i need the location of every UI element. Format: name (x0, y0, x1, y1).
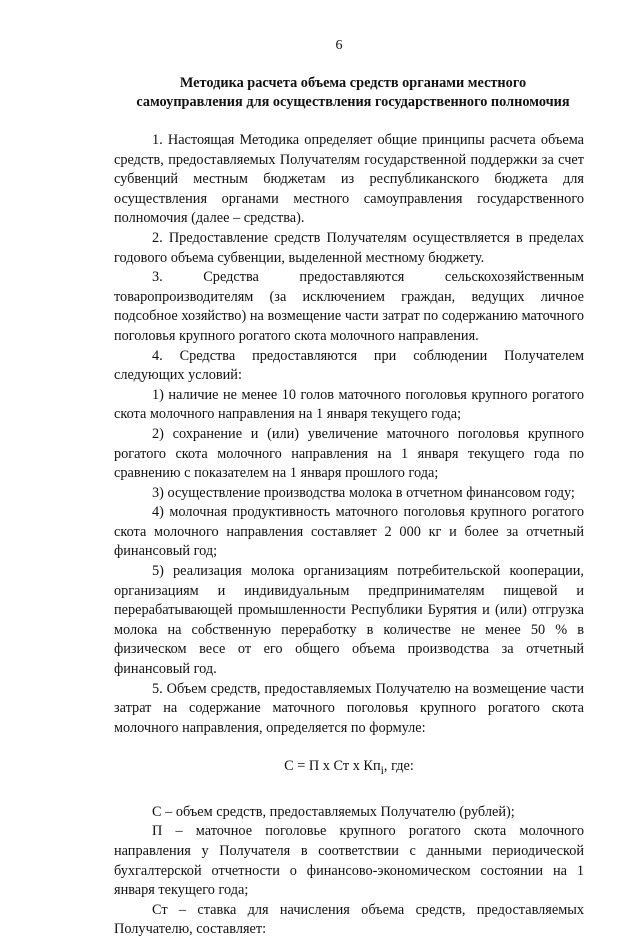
condition-3: 3) осуществление производства молока в отчетном финансовом году; (152, 484, 575, 501)
formula-subscript: i (380, 763, 384, 778)
paragraph-3: 3. Средства предоставляются сельскохозяйственным товаропроизводителям (за исключением граждан, ведущих личное подсобное хозяйство) на возмещение части затрат по содержанию маточного поголовья крупного рогатого скота молочного направления. (114, 269, 584, 344)
condition-2: 2) сохранение и (или) увеличение маточного поголовья крупного рогатого скота молочного направления на 1 января текущего года по сравнению с показателем на 1 января прошлого года; (114, 425, 584, 482)
condition-5: 5) реализация молока организациям потребительской кооперации, организациям и индивидуальным предпринимателям пищевой и перерабатывающей промышленности Республики Бурятия и (или) отгрузка молока на собственную переработку в количестве не менее 50 % в физическом весе от его общего объема производства за отчетный финансовый год. (114, 563, 584, 678)
formula-main: С = П х Ст х Кп (284, 758, 381, 775)
condition-4: 4) молочная продуктивность маточного поголовья крупного рогатого скота молочного направления составляет 2 000 кг и более за отчетный финансовый год; (114, 504, 584, 560)
paragraph-5: 5. Объем средств, предоставляемых Получателю на возмещение части затрат на содержание маточного поголовья крупного рогатого скота молочного направления, определяется по формуле: (114, 680, 584, 736)
condition-1: 1) наличие не менее 10 голов маточного поголовья крупного рогатого скота молочного направления на 1 января текущего года; (114, 386, 584, 423)
formula (114, 757, 584, 780)
definition-st: Ст – ставка для начисления объема средств, предоставляемых Получателю, составляет: (114, 901, 584, 938)
title-line-2: самоуправления для осуществления государственного полномочия (136, 94, 570, 110)
paragraph-2: 2. Предоставление средств Получателям осуществляется в пределах годового объема субвенции, выделенной местному бюджету. (114, 229, 584, 266)
definition-c: С – объем средств, предоставляемых Получателю (рублей); (152, 803, 515, 820)
title-line-1: Методика расчета объема средств органами местного (179, 75, 527, 91)
definition-p: П – маточное поголовье крупного рогатого скота молочного направления у Получателя в соответствии с данными периодической бухгалтерской отчетности о финансово-экономическом состоянии на 1 января текущего года; (114, 823, 584, 899)
paragraph-4: 4. Средства предоставляются при соблюдении Получателем следующих условий: (114, 347, 584, 384)
formula-suffix: , где: (383, 758, 414, 775)
paragraph-1: 1. Настоящая Методика определяет общие принципы расчета объема средств, предоставляемых Получателям государственной поддержки за счет субвенций местным бюджетам из республиканского бюджета для осуществления органами местного самоуправления государственного полномочия (далее – средства). (114, 132, 584, 227)
page-number: 6 (335, 38, 343, 53)
document-title (102, 74, 604, 112)
